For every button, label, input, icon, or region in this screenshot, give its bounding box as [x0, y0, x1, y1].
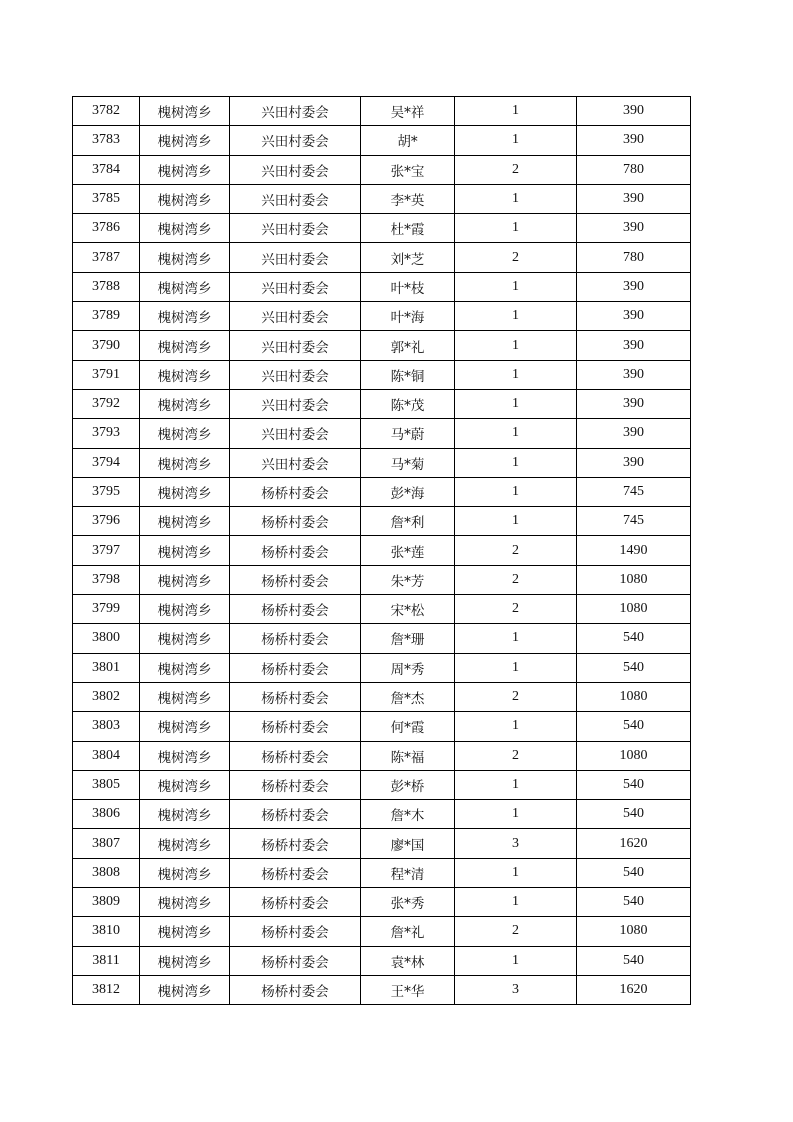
township-cell: 槐树湾乡: [140, 800, 230, 829]
amount-cell: 390: [577, 419, 691, 448]
amount-cell: 780: [577, 243, 691, 272]
serial-number-cell: 3789: [73, 302, 140, 331]
name-cell: 詹*珊: [361, 624, 455, 653]
count-cell: 1: [455, 770, 577, 799]
table-row: [73, 302, 691, 331]
name-cell: 王*华: [361, 975, 455, 1004]
name-cell: 詹*杰: [361, 682, 455, 711]
count-cell: 1: [455, 214, 577, 243]
village-committee-cell: 兴田村委会: [230, 214, 361, 243]
name-cell: 李*英: [361, 184, 455, 213]
table-row: [73, 624, 691, 653]
name-cell: 杜*霞: [361, 214, 455, 243]
count-cell: 2: [455, 536, 577, 565]
serial-number-cell: 3790: [73, 331, 140, 360]
count-cell: 1: [455, 800, 577, 829]
name-cell: 彭*桥: [361, 770, 455, 799]
village-committee-cell: 兴田村委会: [230, 126, 361, 155]
village-committee-cell: 杨桥村委会: [230, 829, 361, 858]
township-cell: 槐树湾乡: [140, 360, 230, 389]
serial-number-cell: 3801: [73, 653, 140, 682]
serial-number-cell: 3808: [73, 858, 140, 887]
township-cell: 槐树湾乡: [140, 448, 230, 477]
township-cell: 槐树湾乡: [140, 888, 230, 917]
amount-cell: 390: [577, 360, 691, 389]
amount-cell: 390: [577, 126, 691, 155]
table-row: [73, 917, 691, 946]
township-cell: 槐树湾乡: [140, 975, 230, 1004]
serial-number-cell: 3811: [73, 946, 140, 975]
village-committee-cell: 杨桥村委会: [230, 565, 361, 594]
count-cell: 2: [455, 243, 577, 272]
table-row: [73, 243, 691, 272]
village-committee-cell: 兴田村委会: [230, 360, 361, 389]
village-committee-cell: 兴田村委会: [230, 448, 361, 477]
table-row: [73, 184, 691, 213]
name-cell: 马*蔚: [361, 419, 455, 448]
village-committee-cell: 杨桥村委会: [230, 800, 361, 829]
table-row: [73, 272, 691, 301]
amount-cell: 540: [577, 624, 691, 653]
township-cell: 槐树湾乡: [140, 829, 230, 858]
township-cell: 槐树湾乡: [140, 858, 230, 887]
table-row: [73, 946, 691, 975]
table-body: [73, 97, 691, 1005]
table-row: [73, 360, 691, 389]
table-row: [73, 829, 691, 858]
serial-number-cell: 3788: [73, 272, 140, 301]
village-committee-cell: 兴田村委会: [230, 331, 361, 360]
name-cell: 詹*利: [361, 507, 455, 536]
township-cell: 槐树湾乡: [140, 302, 230, 331]
serial-number-cell: 3791: [73, 360, 140, 389]
count-cell: 3: [455, 975, 577, 1004]
count-cell: 2: [455, 155, 577, 184]
table-row: [73, 448, 691, 477]
amount-cell: 540: [577, 712, 691, 741]
table-row: [73, 770, 691, 799]
township-cell: 槐树湾乡: [140, 389, 230, 418]
name-cell: 刘*芝: [361, 243, 455, 272]
table-row: [73, 419, 691, 448]
amount-cell: 390: [577, 272, 691, 301]
table-row: [73, 126, 691, 155]
amount-cell: 390: [577, 302, 691, 331]
amount-cell: 390: [577, 97, 691, 126]
name-cell: 程*清: [361, 858, 455, 887]
table-row: [73, 155, 691, 184]
village-committee-cell: 杨桥村委会: [230, 653, 361, 682]
village-committee-cell: 杨桥村委会: [230, 477, 361, 506]
amount-cell: 1080: [577, 595, 691, 624]
table-row: [73, 595, 691, 624]
amount-cell: 1490: [577, 536, 691, 565]
name-cell: 何*霞: [361, 712, 455, 741]
serial-number-cell: 3799: [73, 595, 140, 624]
township-cell: 槐树湾乡: [140, 419, 230, 448]
serial-number-cell: 3809: [73, 888, 140, 917]
name-cell: 詹*礼: [361, 917, 455, 946]
township-cell: 槐树湾乡: [140, 770, 230, 799]
township-cell: 槐树湾乡: [140, 243, 230, 272]
table-row: [73, 536, 691, 565]
township-cell: 槐树湾乡: [140, 624, 230, 653]
serial-number-cell: 3792: [73, 389, 140, 418]
village-committee-cell: 杨桥村委会: [230, 741, 361, 770]
table-row: [73, 477, 691, 506]
village-committee-cell: 杨桥村委会: [230, 975, 361, 1004]
count-cell: 1: [455, 419, 577, 448]
table-row: [73, 214, 691, 243]
count-cell: 1: [455, 946, 577, 975]
village-committee-cell: 杨桥村委会: [230, 946, 361, 975]
township-cell: 槐树湾乡: [140, 126, 230, 155]
count-cell: 1: [455, 712, 577, 741]
serial-number-cell: 3796: [73, 507, 140, 536]
township-cell: 槐树湾乡: [140, 331, 230, 360]
village-committee-cell: 兴田村委会: [230, 243, 361, 272]
village-committee-cell: 兴田村委会: [230, 389, 361, 418]
count-cell: 1: [455, 624, 577, 653]
village-committee-cell: 杨桥村委会: [230, 858, 361, 887]
amount-cell: 745: [577, 507, 691, 536]
township-cell: 槐树湾乡: [140, 682, 230, 711]
village-committee-cell: 兴田村委会: [230, 419, 361, 448]
amount-cell: 540: [577, 858, 691, 887]
serial-number-cell: 3806: [73, 800, 140, 829]
name-cell: 叶*枝: [361, 272, 455, 301]
name-cell: 叶*海: [361, 302, 455, 331]
table-row: [73, 858, 691, 887]
name-cell: 陈*福: [361, 741, 455, 770]
amount-cell: 540: [577, 800, 691, 829]
serial-number-cell: 3793: [73, 419, 140, 448]
count-cell: 1: [455, 97, 577, 126]
count-cell: 1: [455, 272, 577, 301]
name-cell: 张*秀: [361, 888, 455, 917]
township-cell: 槐树湾乡: [140, 155, 230, 184]
township-cell: 槐树湾乡: [140, 595, 230, 624]
count-cell: 3: [455, 829, 577, 858]
village-committee-cell: 兴田村委会: [230, 155, 361, 184]
table-row: [73, 975, 691, 1004]
township-cell: 槐树湾乡: [140, 184, 230, 213]
township-cell: 槐树湾乡: [140, 536, 230, 565]
amount-cell: 540: [577, 946, 691, 975]
amount-cell: 390: [577, 214, 691, 243]
table-row: [73, 653, 691, 682]
village-committee-cell: 杨桥村委会: [230, 536, 361, 565]
table-row: [73, 800, 691, 829]
count-cell: 1: [455, 184, 577, 213]
village-committee-cell: 杨桥村委会: [230, 682, 361, 711]
count-cell: 2: [455, 595, 577, 624]
count-cell: 2: [455, 917, 577, 946]
name-cell: 陈*铜: [361, 360, 455, 389]
serial-number-cell: 3805: [73, 770, 140, 799]
table-row: [73, 565, 691, 594]
serial-number-cell: 3803: [73, 712, 140, 741]
serial-number-cell: 3782: [73, 97, 140, 126]
name-cell: 胡*: [361, 126, 455, 155]
amount-cell: 1620: [577, 829, 691, 858]
township-cell: 槐树湾乡: [140, 97, 230, 126]
serial-number-cell: 3804: [73, 741, 140, 770]
serial-number-cell: 3812: [73, 975, 140, 1004]
table-row: [73, 682, 691, 711]
amount-cell: 540: [577, 770, 691, 799]
village-committee-cell: 兴田村委会: [230, 97, 361, 126]
village-committee-cell: 杨桥村委会: [230, 624, 361, 653]
count-cell: 1: [455, 360, 577, 389]
count-cell: 1: [455, 302, 577, 331]
township-cell: 槐树湾乡: [140, 272, 230, 301]
amount-cell: 540: [577, 653, 691, 682]
name-cell: 彭*海: [361, 477, 455, 506]
count-cell: 2: [455, 741, 577, 770]
amount-cell: 540: [577, 888, 691, 917]
count-cell: 1: [455, 858, 577, 887]
village-committee-cell: 兴田村委会: [230, 184, 361, 213]
village-committee-cell: 杨桥村委会: [230, 888, 361, 917]
table-row: [73, 741, 691, 770]
table-row: [73, 389, 691, 418]
name-cell: 袁*林: [361, 946, 455, 975]
count-cell: 1: [455, 477, 577, 506]
amount-cell: 1080: [577, 682, 691, 711]
name-cell: 郭*礼: [361, 331, 455, 360]
serial-number-cell: 3797: [73, 536, 140, 565]
village-committee-cell: 兴田村委会: [230, 302, 361, 331]
name-cell: 詹*木: [361, 800, 455, 829]
count-cell: 1: [455, 126, 577, 155]
amount-cell: 780: [577, 155, 691, 184]
data-table: [72, 96, 691, 1005]
serial-number-cell: 3786: [73, 214, 140, 243]
village-committee-cell: 杨桥村委会: [230, 770, 361, 799]
amount-cell: 390: [577, 389, 691, 418]
village-committee-cell: 杨桥村委会: [230, 507, 361, 536]
amount-cell: 745: [577, 477, 691, 506]
table-row: [73, 507, 691, 536]
serial-number-cell: 3807: [73, 829, 140, 858]
name-cell: 廖*国: [361, 829, 455, 858]
serial-number-cell: 3794: [73, 448, 140, 477]
name-cell: 朱*芳: [361, 565, 455, 594]
amount-cell: 390: [577, 184, 691, 213]
serial-number-cell: 3800: [73, 624, 140, 653]
serial-number-cell: 3802: [73, 682, 140, 711]
township-cell: 槐树湾乡: [140, 214, 230, 243]
table-row: [73, 331, 691, 360]
township-cell: 槐树湾乡: [140, 741, 230, 770]
serial-number-cell: 3784: [73, 155, 140, 184]
name-cell: 周*秀: [361, 653, 455, 682]
serial-number-cell: 3795: [73, 477, 140, 506]
count-cell: 1: [455, 331, 577, 360]
name-cell: 陈*茂: [361, 389, 455, 418]
amount-cell: 390: [577, 448, 691, 477]
name-cell: 张*莲: [361, 536, 455, 565]
count-cell: 2: [455, 682, 577, 711]
serial-number-cell: 3787: [73, 243, 140, 272]
amount-cell: 1080: [577, 741, 691, 770]
count-cell: 1: [455, 448, 577, 477]
amount-cell: 1080: [577, 917, 691, 946]
count-cell: 1: [455, 507, 577, 536]
amount-cell: 1080: [577, 565, 691, 594]
serial-number-cell: 3810: [73, 917, 140, 946]
township-cell: 槐树湾乡: [140, 477, 230, 506]
township-cell: 槐树湾乡: [140, 917, 230, 946]
serial-number-cell: 3785: [73, 184, 140, 213]
amount-cell: 390: [577, 331, 691, 360]
township-cell: 槐树湾乡: [140, 653, 230, 682]
township-cell: 槐树湾乡: [140, 565, 230, 594]
name-cell: 张*宝: [361, 155, 455, 184]
name-cell: 吴*祥: [361, 97, 455, 126]
table-row: [73, 888, 691, 917]
amount-cell: 1620: [577, 975, 691, 1004]
township-cell: 槐树湾乡: [140, 507, 230, 536]
village-committee-cell: 兴田村委会: [230, 272, 361, 301]
table-row: [73, 712, 691, 741]
name-cell: 马*菊: [361, 448, 455, 477]
name-cell: 宋*松: [361, 595, 455, 624]
count-cell: 1: [455, 389, 577, 418]
serial-number-cell: 3783: [73, 126, 140, 155]
count-cell: 1: [455, 653, 577, 682]
village-committee-cell: 杨桥村委会: [230, 712, 361, 741]
village-committee-cell: 杨桥村委会: [230, 595, 361, 624]
count-cell: 1: [455, 888, 577, 917]
count-cell: 2: [455, 565, 577, 594]
serial-number-cell: 3798: [73, 565, 140, 594]
township-cell: 槐树湾乡: [140, 946, 230, 975]
village-committee-cell: 杨桥村委会: [230, 917, 361, 946]
table-row: [73, 97, 691, 126]
township-cell: 槐树湾乡: [140, 712, 230, 741]
